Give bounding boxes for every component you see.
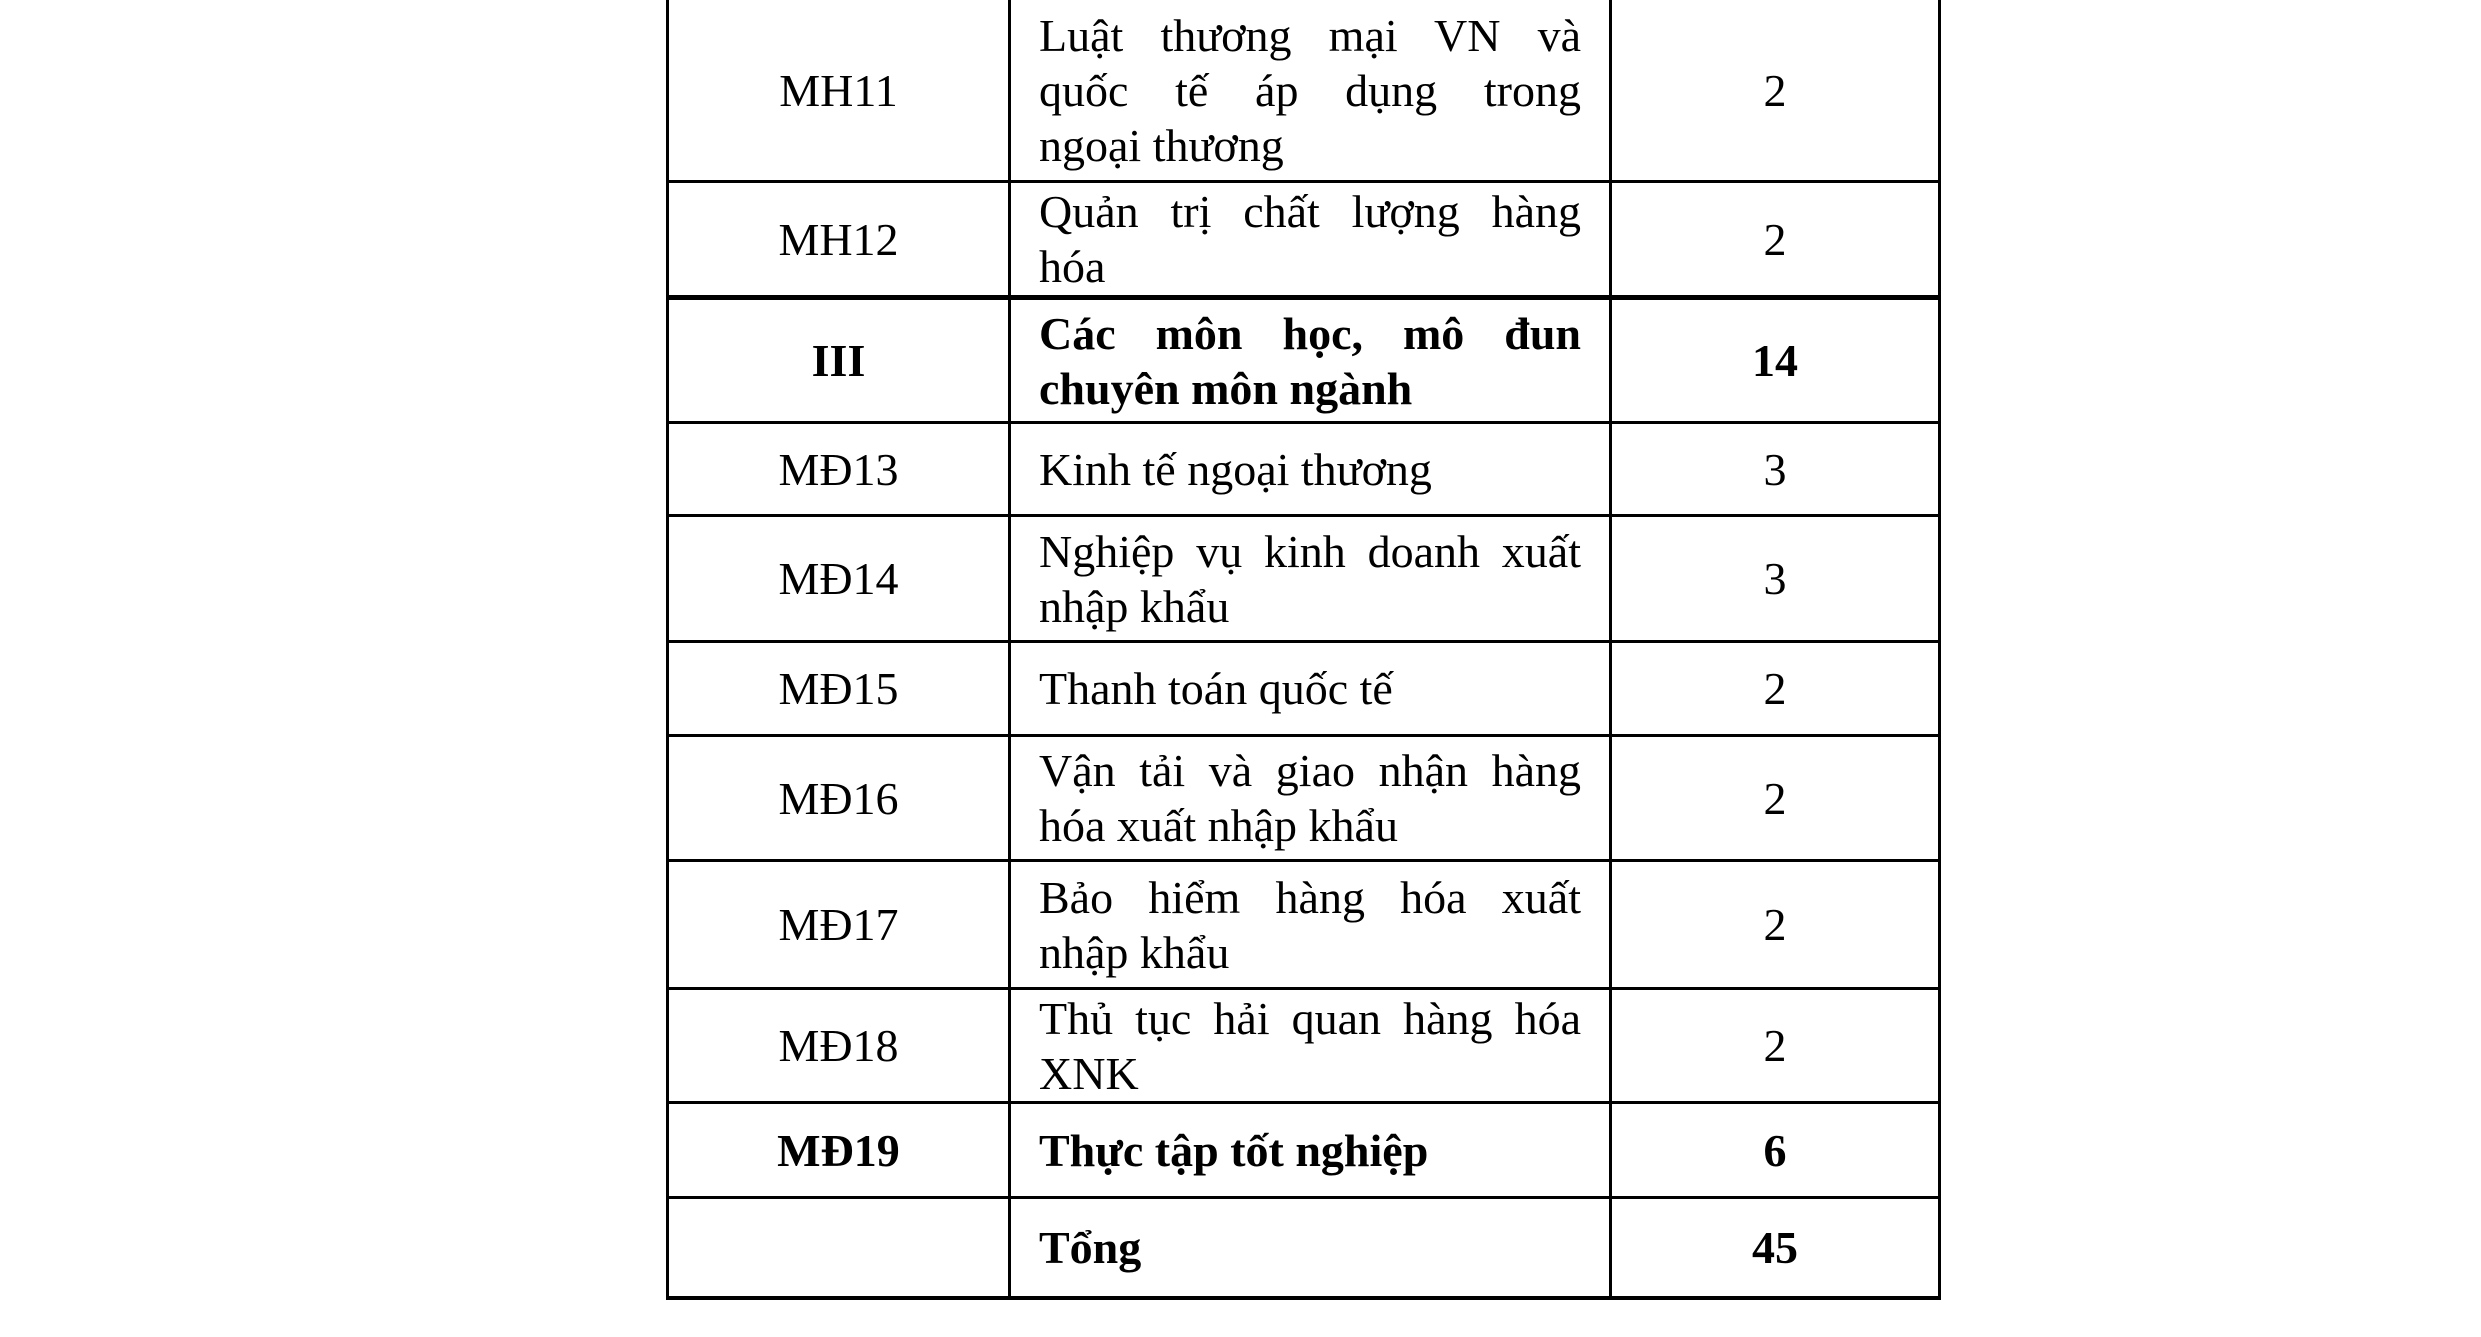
course-name-line: hóa xuất nhập khẩu	[1039, 800, 1398, 851]
course-code-cell: MĐ19	[669, 1104, 1011, 1196]
credits-cell: 14	[1752, 335, 1798, 386]
course-name-cell	[1011, 517, 1612, 640]
course-name-line: Nghiệp vụ kinh doanh xuất	[1039, 525, 1581, 577]
table-row	[669, 643, 1938, 737]
table-row	[669, 0, 1938, 183]
credits-cell: 2	[1763, 1020, 1787, 1071]
course-name-line: Luật thương mại VN và	[1039, 9, 1581, 61]
credits-cell: 45	[1752, 1222, 1798, 1273]
table-row	[669, 1104, 1938, 1199]
credits-cell: 3	[1763, 553, 1787, 604]
course-name-line: Các môn học, mô đun	[1039, 307, 1581, 359]
credits-cell: 3	[1763, 443, 1787, 495]
course-name-line: Vận tải và giao nhận hàng	[1039, 745, 1581, 796]
course-name-cell	[1011, 424, 1612, 514]
course-code-cell: MH11	[669, 0, 1011, 180]
course-code-cell: MĐ18	[669, 990, 1011, 1101]
table-row	[669, 862, 1938, 990]
course-name-line: ngoại thương	[1039, 119, 1284, 171]
course-code-cell: MĐ13	[669, 424, 1011, 514]
credits-cell: 2	[1763, 663, 1787, 714]
course-name-line: chuyên môn ngành	[1039, 362, 1413, 414]
course-code-cell: MĐ15	[669, 643, 1011, 734]
course-name-line: Thủ tục hải quan hàng hóa	[1039, 992, 1581, 1044]
table-row	[669, 300, 1938, 424]
course-name-cell	[1011, 737, 1612, 859]
course-name-line: quốc tế áp dụng trong	[1039, 64, 1581, 116]
course-name-cell	[1011, 1104, 1612, 1196]
course-name-line: Bảo hiểm hàng hóa xuất	[1039, 871, 1581, 923]
table-row	[669, 517, 1938, 643]
course-name-line: hóa	[1039, 241, 1106, 292]
table-row	[669, 990, 1938, 1104]
curriculum-table	[666, 0, 1941, 1300]
credits-cell: 2	[1763, 64, 1787, 116]
table-row	[669, 424, 1938, 517]
credits-cell: 2	[1763, 899, 1787, 950]
course-code-cell: MH12	[669, 183, 1011, 295]
course-name-line: XNK	[1039, 1047, 1139, 1099]
course-name-cell	[1011, 643, 1612, 734]
course-name-cell	[1011, 183, 1612, 295]
course-name-cell	[1011, 0, 1612, 180]
course-name-line: Thanh toán quốc tế	[1039, 663, 1393, 714]
credits-cell: 2	[1763, 772, 1787, 824]
course-name-line: Tổng	[1039, 1222, 1142, 1273]
table-row	[669, 1199, 1938, 1300]
course-name-line: Kinh tế ngoại thương	[1039, 443, 1432, 495]
course-name-line: Thực tập tốt nghiệp	[1039, 1124, 1429, 1176]
credits-cell: 6	[1763, 1124, 1787, 1176]
course-code-cell: MĐ16	[669, 737, 1011, 859]
table-row	[669, 737, 1938, 862]
course-code-cell: MĐ14	[669, 517, 1011, 640]
table-row	[669, 183, 1938, 300]
credits-cell: 2	[1763, 213, 1787, 265]
course-name-line: Quản trị chất lượng hàng	[1039, 186, 1581, 237]
course-name-cell	[1011, 1199, 1612, 1296]
course-name-line: nhập khẩu	[1039, 926, 1230, 978]
course-name-cell	[1011, 862, 1612, 987]
course-code-cell: III	[669, 300, 1011, 421]
course-name-cell	[1011, 990, 1612, 1101]
course-name-cell	[1011, 300, 1612, 421]
course-name-line: nhập khẩu	[1039, 580, 1230, 632]
course-code-cell	[669, 1199, 1011, 1296]
course-code-cell: MĐ17	[669, 862, 1011, 987]
